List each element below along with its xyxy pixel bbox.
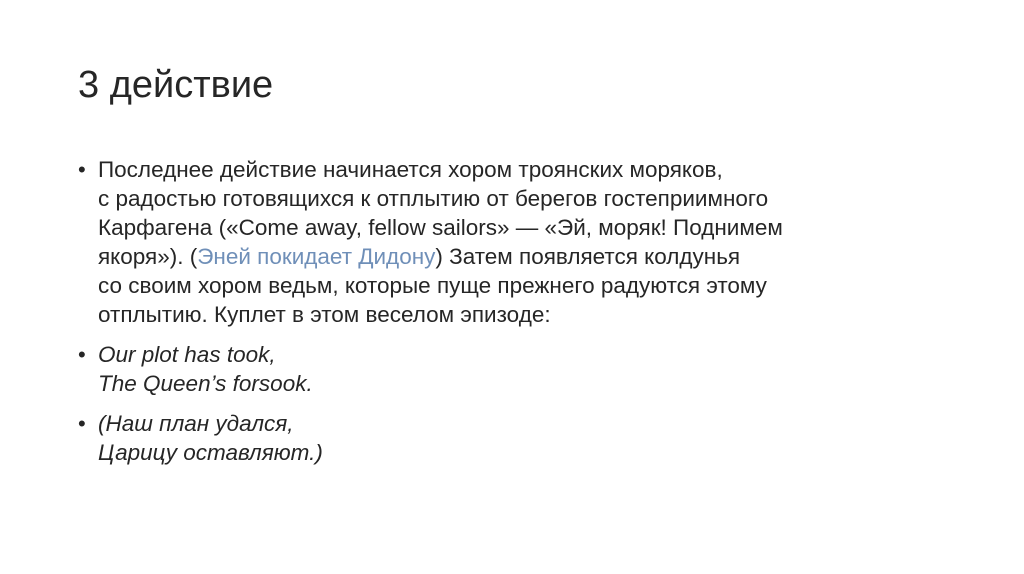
verse-line: Царицу оставляют.) bbox=[98, 440, 323, 465]
bullet-icon: • bbox=[78, 411, 86, 436]
bullet-verse-ru bbox=[78, 409, 958, 467]
paragraph-segment: якоря»). ( bbox=[98, 244, 198, 269]
paragraph-line: Последнее действие начинается хором троянских моряков, bbox=[98, 157, 723, 182]
paragraph-segment: ) Затем появляется колдунья bbox=[435, 244, 741, 269]
verse-line: (Наш план удался, bbox=[98, 411, 294, 436]
paragraph-line: Карфагена («Come away, fellow sailors» — «Эй, моряк! Поднимем bbox=[98, 215, 783, 240]
verse-ru-text bbox=[98, 409, 323, 467]
slide-title: 3 действие bbox=[78, 64, 274, 106]
paragraph-text bbox=[98, 155, 783, 329]
bullet-paragraph bbox=[78, 155, 958, 329]
verse-en-text bbox=[98, 340, 313, 398]
paragraph-line: отплытию. Куплет в этом веселом эпизоде: bbox=[98, 302, 551, 327]
paragraph-line: со своим хором ведьм, которые пуще прежнего радуются этому bbox=[98, 273, 767, 298]
bullet-verse-en bbox=[78, 340, 958, 398]
slide-content bbox=[78, 155, 958, 478]
aeneas-leaves-dido-link[interactable]: Эней покидает Дидону bbox=[197, 244, 436, 269]
verse-line: The Queen’s forsook. bbox=[98, 371, 313, 396]
bullet-icon: • bbox=[78, 157, 86, 182]
paragraph-line: с радостью готовящихся к отплытию от берегов гостеприимного bbox=[98, 186, 769, 211]
paragraph-line bbox=[98, 242, 783, 271]
verse-line: Our plot has took, bbox=[98, 342, 276, 367]
bullet-icon: • bbox=[78, 342, 86, 367]
